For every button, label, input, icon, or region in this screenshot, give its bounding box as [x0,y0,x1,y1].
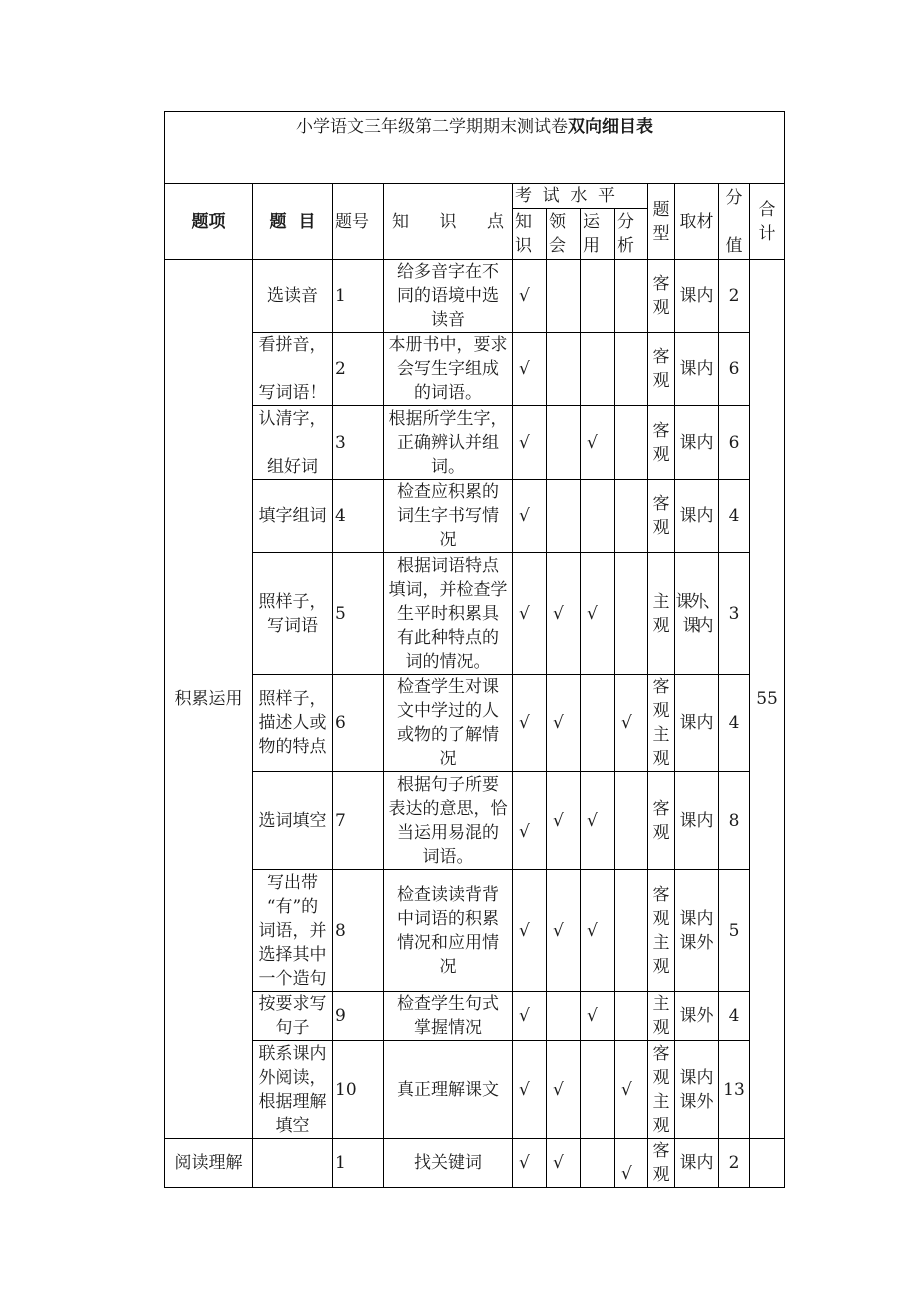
number-cell: 1 [333,1139,384,1188]
source-cell: 课内 [675,333,719,406]
topic-cell: 写出带 “有”的 词语，并 选择其中 一个造句 [253,870,333,992]
topic-cell: 照样子， 写词语 [253,553,333,675]
topic-cell: 照样子， 描述人或 物的特点 [253,675,333,772]
check-comprehension: √ [547,675,581,772]
score-cell: 4 [719,675,750,772]
check-comprehension [547,333,581,406]
source-cell: 课内 [675,260,719,333]
number-cell: 1 [333,260,384,333]
type-cell: 客 观 [648,406,675,480]
knowledge-cell: 检查应积累的 词生字书写情 况 [384,480,513,553]
check-comprehension [547,260,581,333]
check-knowledge: √ [513,870,547,992]
check-application [581,333,615,406]
table-row [165,675,785,772]
table-row [165,480,785,553]
table-row [165,870,785,992]
check-analysis [615,333,648,406]
number-cell: 7 [333,772,384,870]
check-application: √ [581,553,615,675]
knowledge-cell: 根据句子所要 表达的意思，恰 当运用易混的 词语。 [384,772,513,870]
check-application [581,1041,615,1139]
check-comprehension [547,406,581,480]
check-comprehension [547,480,581,553]
title-prefix: 小学语文三年级第二学期期末测试卷 [296,117,569,137]
topic-cell: 填字组词 [253,480,333,553]
source-cell: 课内 [675,772,719,870]
header-level: 考 试 水 平 [513,184,648,209]
type-cell: 客 观 主 观 [648,675,675,772]
section-name: 阅读理解 [165,1139,253,1188]
type-cell: 客 观 [648,333,675,406]
type-cell: 客 观 [648,1139,675,1188]
title-emphasis: 双向细目表 [568,117,654,137]
header-level-comprehension: 领 会 [547,209,581,260]
type-cell: 客 观 [648,480,675,553]
header-row [165,184,785,209]
type-cell: 客 观 [648,260,675,333]
knowledge-cell: 检查读读背背 中词语的积累 情况和应用情 况 [384,870,513,992]
check-knowledge: √ [513,553,547,675]
type-cell: 客 观 主 观 [648,870,675,992]
table-row [165,772,785,870]
check-analysis: √ [615,1041,648,1139]
page-title [165,112,785,184]
score-cell: 6 [719,406,750,480]
check-application: √ [581,870,615,992]
source-cell: 课内 [675,406,719,480]
number-cell: 10 [333,1041,384,1139]
number-cell: 3 [333,406,384,480]
topic-cell: 联系课内 外阅读， 根据理解 填空 [253,1041,333,1139]
check-analysis [615,406,648,480]
section-total: 55 [750,260,785,1139]
source-cell: 课外、 课内 [675,553,719,675]
header-level-knowledge: 知 识 [513,209,547,260]
check-comprehension: √ [547,553,581,675]
score-cell: 4 [719,480,750,553]
source-cell: 课内 课外 [675,870,719,992]
type-cell: 主 观 [648,553,675,675]
section-total [750,1139,785,1188]
source-cell: 课内 [675,480,719,553]
number-cell: 5 [333,553,384,675]
header-type: 题 型 [648,184,675,260]
header-source: 取材 [675,184,719,260]
score-cell: 6 [719,333,750,406]
number-cell: 8 [333,870,384,992]
score-cell: 2 [719,1139,750,1188]
score-cell: 13 [719,1041,750,1139]
check-knowledge: √ [513,260,547,333]
number-cell: 2 [333,333,384,406]
topic-cell: 认清字， 组好词 [253,406,333,480]
number-cell: 6 [333,675,384,772]
score-cell: 3 [719,553,750,675]
check-application: √ [581,992,615,1041]
check-analysis [615,870,648,992]
check-comprehension: √ [547,772,581,870]
check-comprehension: √ [547,1041,581,1139]
type-cell: 客 观 主 观 [648,1041,675,1139]
header-topic: 题 目 [253,184,333,260]
score-cell: 4 [719,992,750,1041]
knowledge-cell: 找关键词 [384,1139,513,1188]
header-category: 题项 [165,184,253,260]
title-row [165,112,785,184]
check-application [581,675,615,772]
check-knowledge: √ [513,1139,547,1188]
number-cell: 4 [333,480,384,553]
check-analysis: √ [615,1139,648,1188]
header-level-analysis: 分 析 [615,209,648,260]
source-cell: 课内 课外 [675,1041,719,1139]
check-application: √ [581,406,615,480]
check-analysis [615,772,648,870]
knowledge-cell: 本册书中，要求 会写生字组成 的词语。 [384,333,513,406]
check-knowledge: √ [513,333,547,406]
source-cell: 课内 [675,1139,719,1188]
knowledge-cell: 检查学生对课 文中学过的人 或物的了解情 况 [384,675,513,772]
check-analysis: √ [615,675,648,772]
check-application [581,260,615,333]
check-knowledge: √ [513,772,547,870]
check-knowledge: √ [513,480,547,553]
table-row [165,333,785,406]
section-name: 积累运用 [165,260,253,1139]
knowledge-cell: 根据所学生字， 正确辨认并组 词。 [384,406,513,480]
check-application [581,480,615,553]
spec-table [164,111,785,1188]
check-knowledge: √ [513,675,547,772]
knowledge-cell: 真正理解课文 [384,1041,513,1139]
source-cell: 课内 [675,675,719,772]
check-analysis [615,553,648,675]
check-knowledge: √ [513,992,547,1041]
type-cell: 客 观 [648,772,675,870]
knowledge-cell: 检查学生句式 掌握情况 [384,992,513,1041]
header-score: 分 值 [719,184,750,260]
check-analysis [615,992,648,1041]
score-cell: 2 [719,260,750,333]
header-knowledge: 知 识 点 [384,184,513,260]
header-level-application: 运 用 [581,209,615,260]
topic-cell [253,1139,333,1188]
check-knowledge: √ [513,406,547,480]
score-cell: 8 [719,772,750,870]
table-row [165,1041,785,1139]
score-cell: 5 [719,870,750,992]
check-comprehension: √ [547,1139,581,1188]
check-analysis [615,480,648,553]
knowledge-cell: 给多音字在不 同的语境中选 读音 [384,260,513,333]
type-cell: 主 观 [648,992,675,1041]
topic-cell: 看拼音， 写词语！ [253,333,333,406]
check-comprehension: √ [547,870,581,992]
check-application: √ [581,772,615,870]
check-analysis [615,260,648,333]
header-number: 题号 [333,184,384,260]
check-comprehension [547,992,581,1041]
knowledge-cell: 根据词语特点 填词，并检查学 生平时积累具 有此种特点的 词的情况。 [384,553,513,675]
number-cell: 9 [333,992,384,1041]
table-row [165,406,785,480]
check-application [581,1139,615,1188]
topic-cell: 按要求写 句子 [253,992,333,1041]
topic-cell: 选读音 [253,260,333,333]
table-row [165,260,785,333]
table-row [165,553,785,675]
header-total: 合 计 [750,184,785,260]
table-row [165,1139,785,1188]
source-cell: 课外 [675,992,719,1041]
topic-cell: 选词填空 [253,772,333,870]
table-row [165,992,785,1041]
check-knowledge: √ [513,1041,547,1139]
